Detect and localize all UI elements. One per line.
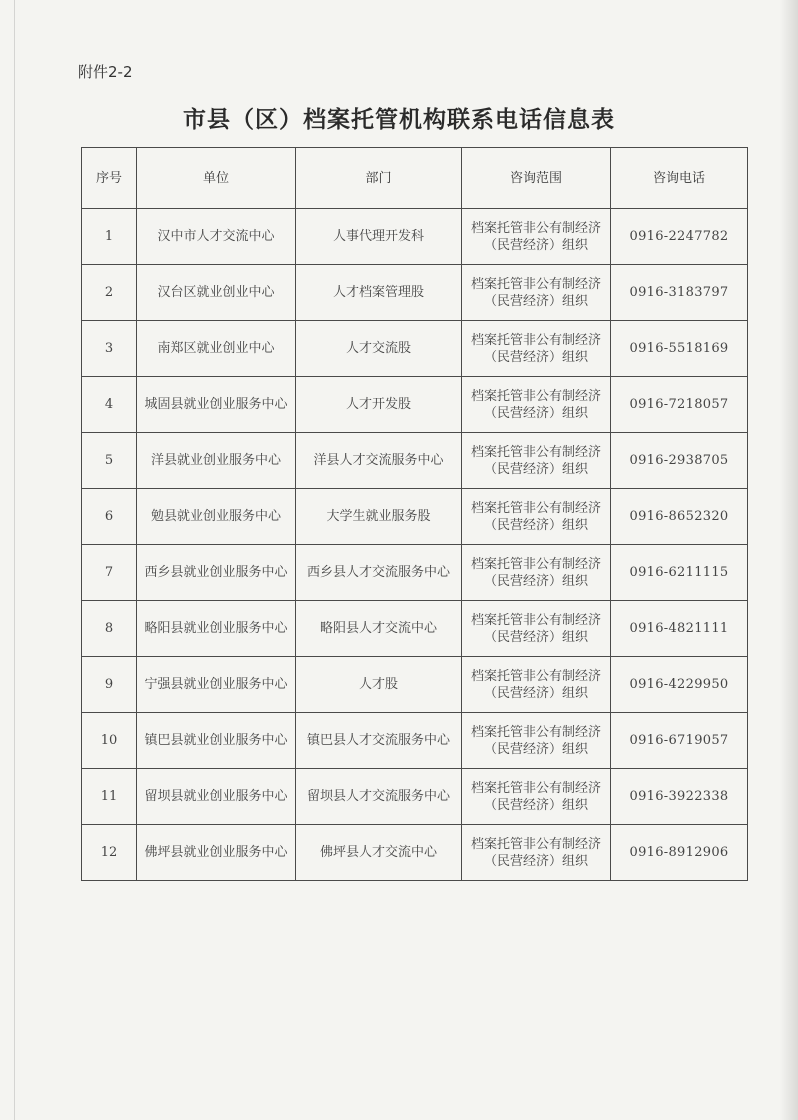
row-unit: 西乡县就业创业服务中心 xyxy=(137,545,296,601)
header-scope: 咨询范围 xyxy=(462,148,611,209)
row-scope xyxy=(462,377,611,433)
row-phone: 0916-6719057 xyxy=(611,713,748,769)
row-phone: 0916-2938705 xyxy=(611,433,748,489)
row-scope xyxy=(462,769,611,825)
scope-line-2: （民营经济）组织 xyxy=(483,517,588,533)
scope-line-1: 档案托管非公有制经济 xyxy=(470,780,601,796)
table-row xyxy=(82,377,748,433)
row-scope xyxy=(462,265,611,321)
scope-line-2: （民营经济）组织 xyxy=(483,573,588,589)
row-department: 佛坪县人才交流中心 xyxy=(296,825,462,881)
table-row xyxy=(82,433,748,489)
scope-line-1: 档案托管非公有制经济 xyxy=(470,444,601,460)
row-index: 12 xyxy=(82,825,137,881)
row-index: 7 xyxy=(82,545,137,601)
table-row xyxy=(82,825,748,881)
row-department: 西乡县人才交流服务中心 xyxy=(296,545,462,601)
table-row xyxy=(82,601,748,657)
scope-line-1: 档案托管非公有制经济 xyxy=(470,836,601,852)
scope-line-2: （民营经济）组织 xyxy=(483,461,588,477)
row-unit: 南郑区就业创业中心 xyxy=(137,321,296,377)
table-row xyxy=(82,713,748,769)
scope-line-2: （民营经济）组织 xyxy=(483,853,588,869)
scope-line-1: 档案托管非公有制经济 xyxy=(470,388,601,404)
scope-line-1: 档案托管非公有制经济 xyxy=(470,220,601,236)
row-unit: 汉台区就业创业中心 xyxy=(137,265,296,321)
row-scope xyxy=(462,545,611,601)
scope-line-2: （民营经济）组织 xyxy=(483,237,588,253)
table-row xyxy=(82,265,748,321)
row-index: 10 xyxy=(82,713,137,769)
row-scope xyxy=(462,433,611,489)
row-scope xyxy=(462,489,611,545)
row-index: 9 xyxy=(82,657,137,713)
scope-line-2: （民营经济）组织 xyxy=(483,797,588,813)
scope-line-2: （民营经济）组织 xyxy=(483,741,588,757)
header-index: 序号 xyxy=(82,148,137,209)
row-department: 大学生就业服务股 xyxy=(296,489,462,545)
row-department: 人才档案管理股 xyxy=(296,265,462,321)
row-index: 4 xyxy=(82,377,137,433)
page-edge-shade xyxy=(780,0,798,1120)
row-scope xyxy=(462,657,611,713)
row-phone: 0916-2247782 xyxy=(611,209,748,265)
scope-line-2: （民营经济）组织 xyxy=(483,405,588,421)
row-phone: 0916-4229950 xyxy=(611,657,748,713)
header-department: 部门 xyxy=(296,148,462,209)
page-edge-line xyxy=(14,0,15,1120)
row-unit: 宁强县就业创业服务中心 xyxy=(137,657,296,713)
table-row xyxy=(82,545,748,601)
row-unit: 略阳县就业创业服务中心 xyxy=(137,601,296,657)
scope-line-2: （民营经济）组织 xyxy=(483,349,588,365)
row-scope xyxy=(462,825,611,881)
row-phone: 0916-7218057 xyxy=(611,377,748,433)
row-unit: 城固县就业创业服务中心 xyxy=(137,377,296,433)
row-scope xyxy=(462,209,611,265)
row-index: 3 xyxy=(82,321,137,377)
row-unit: 佛坪县就业创业服务中心 xyxy=(137,825,296,881)
table-row xyxy=(82,489,748,545)
scope-line-1: 档案托管非公有制经济 xyxy=(470,556,601,572)
row-unit: 洋县就业创业服务中心 xyxy=(137,433,296,489)
row-scope xyxy=(462,321,611,377)
row-index: 5 xyxy=(82,433,137,489)
scope-line-1: 档案托管非公有制经济 xyxy=(470,500,601,516)
scope-line-1: 档案托管非公有制经济 xyxy=(470,332,601,348)
table-header-row xyxy=(82,148,748,209)
scope-line-2: （民营经济）组织 xyxy=(483,685,588,701)
table-row xyxy=(82,657,748,713)
row-phone: 0916-4821111 xyxy=(611,601,748,657)
row-index: 6 xyxy=(82,489,137,545)
header-unit: 单位 xyxy=(137,148,296,209)
row-department: 略阳县人才交流中心 xyxy=(296,601,462,657)
row-department: 人事代理开发科 xyxy=(296,209,462,265)
attachment-label: 附件2-2 xyxy=(78,63,133,81)
row-scope xyxy=(462,601,611,657)
row-index: 1 xyxy=(82,209,137,265)
table-row xyxy=(82,769,748,825)
row-index: 11 xyxy=(82,769,137,825)
table-row xyxy=(82,321,748,377)
row-department: 留坝县人才交流服务中心 xyxy=(296,769,462,825)
row-department: 洋县人才交流服务中心 xyxy=(296,433,462,489)
row-department: 人才股 xyxy=(296,657,462,713)
table-body xyxy=(82,209,748,881)
row-phone: 0916-6211115 xyxy=(611,545,748,601)
row-index: 2 xyxy=(82,265,137,321)
row-phone: 0916-5518169 xyxy=(611,321,748,377)
header-phone: 咨询电话 xyxy=(611,148,748,209)
row-unit: 汉中市人才交流中心 xyxy=(137,209,296,265)
row-department: 人才交流股 xyxy=(296,321,462,377)
row-phone: 0916-3922338 xyxy=(611,769,748,825)
contact-table xyxy=(81,147,748,881)
row-phone: 0916-3183797 xyxy=(611,265,748,321)
row-unit: 留坝县就业创业服务中心 xyxy=(137,769,296,825)
scope-line-2: （民营经济）组织 xyxy=(483,629,588,645)
scope-line-1: 档案托管非公有制经济 xyxy=(470,612,601,628)
row-department: 人才开发股 xyxy=(296,377,462,433)
row-unit: 勉县就业创业服务中心 xyxy=(137,489,296,545)
row-index: 8 xyxy=(82,601,137,657)
row-unit: 镇巴县就业创业服务中心 xyxy=(137,713,296,769)
row-phone: 0916-8652320 xyxy=(611,489,748,545)
row-phone: 0916-8912906 xyxy=(611,825,748,881)
page-title: 市县（区）档案托管机构联系电话信息表 xyxy=(183,106,615,133)
scope-line-2: （民营经济）组织 xyxy=(483,293,588,309)
row-scope xyxy=(462,713,611,769)
row-department: 镇巴县人才交流服务中心 xyxy=(296,713,462,769)
table-row xyxy=(82,209,748,265)
scope-line-1: 档案托管非公有制经济 xyxy=(470,724,601,740)
scope-line-1: 档案托管非公有制经济 xyxy=(470,276,601,292)
scope-line-1: 档案托管非公有制经济 xyxy=(470,668,601,684)
